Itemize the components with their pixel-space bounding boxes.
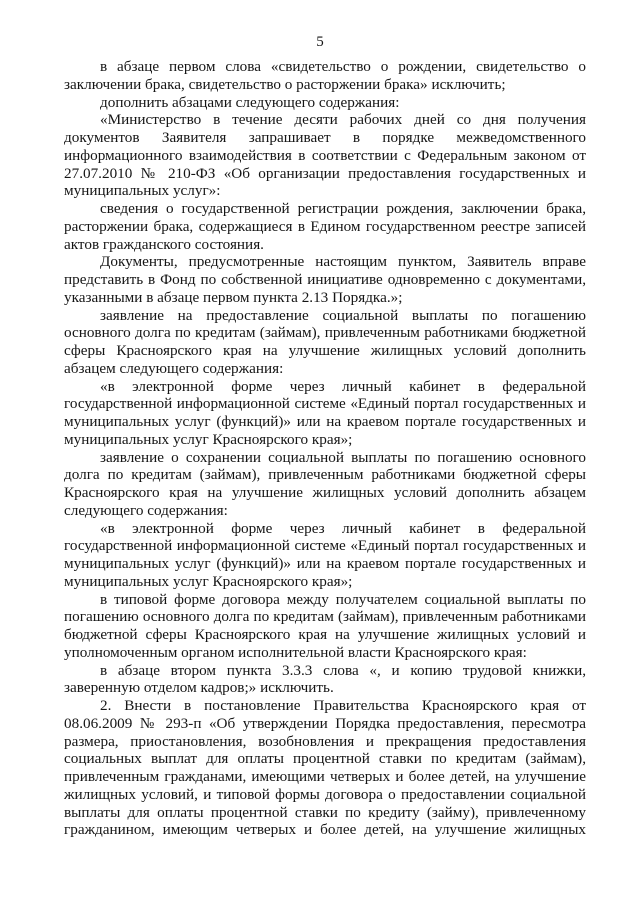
paragraph-9: «в электронной форме через личный кабинет в федеральной государственной информационной системе «Единый портал государственных и муниципальных услуг (функций)» или на краевом портале государственных и муниципальных услуг Красноярского края»;: [64, 519, 586, 590]
document-body: [64, 58, 586, 839]
paragraph-1: в абзаце первом слова «свидетельство о рождении, свидетельство о заключении брака, свидетельство о расторжении брака» исключить;: [64, 58, 586, 93]
paragraph-2: дополнить абзацами следующего содержания:: [100, 93, 400, 111]
paragraph-5: Документы, предусмотренные настоящим пунктом, Заявитель вправе представить в Фонд по собственной инициативе одновременно с документами, указанными в абзаце первом пункта 2.13 Порядка.»;: [64, 253, 586, 306]
paragraph-8: заявление о сохранении социальной выплаты по погашению основного долга по кредитам (займам), привлеченным работниками бюджетной сферы Красноярского края на улучшение жилищных условий дополнить абзацем следующего содержания:: [64, 448, 586, 519]
page-number: 5: [316, 34, 324, 50]
paragraph-7: «в электронной форме через личный кабинет в федеральной государственной информационной системе «Единый портал государственных и муниципальных услуг (функций)» или на краевом портале государственных и муниципальных услуг Красноярского края»;: [64, 377, 586, 448]
paragraph-6: заявление на предоставление социальной выплаты по погашению основного долга по кредитам (займам), привлеченным работниками бюджетной сферы Красноярского края на улучшение жилищных условий дополнить абзацем следующего содержания:: [64, 306, 586, 377]
paragraph-12: 2. Внести в постановление Правительства Красноярского края от 08.06.2009 № 293-п «Об утверждении Порядка предоставления, пересмотра размера, приостановления, возобновления и прекращения предоставления социальных выплат для оплаты процентной ставки по кредитам (займам), привлеченным гражданами, имеющими четверых и более детей, на улучшение жилищных условий, и типовой формы договора о предоставлении социальной выплаты для оплаты процентной ставки по кредиту (займу), привлеченному гражданином, имеющим четверых и более детей, на улучшение жилищных: [64, 697, 586, 839]
paragraph-4: сведения о государственной регистрации рождения, заключении брака, расторжении брака, содержащиеся в Едином государственном реестре записей актов гражданского состояния.: [64, 200, 586, 253]
paragraph-3: «Министерство в течение десяти рабочих дней со дня получения документов Заявителя запрашивает в порядке межведомственного информационного взаимодействия в соответствии с Федеральным законом от 27.07.2010 № 210-ФЗ «Об организации предоставления государственных и муниципальных услуг»:: [64, 111, 586, 200]
paragraph-11: в абзаце втором пункта 3.3.3 слова «, и копию трудовой книжки, заверенную отделом кадров;» исключить.: [64, 661, 586, 697]
paragraph-10: в типовой форме договора между получателем социальной выплаты по погашению основного долга по кредитам (займам), привлеченным работниками бюджетной сферы Красноярского края на улучшение жилищных условий и уполномоченным органом исполнительной власти Красноярского края:: [64, 590, 586, 661]
